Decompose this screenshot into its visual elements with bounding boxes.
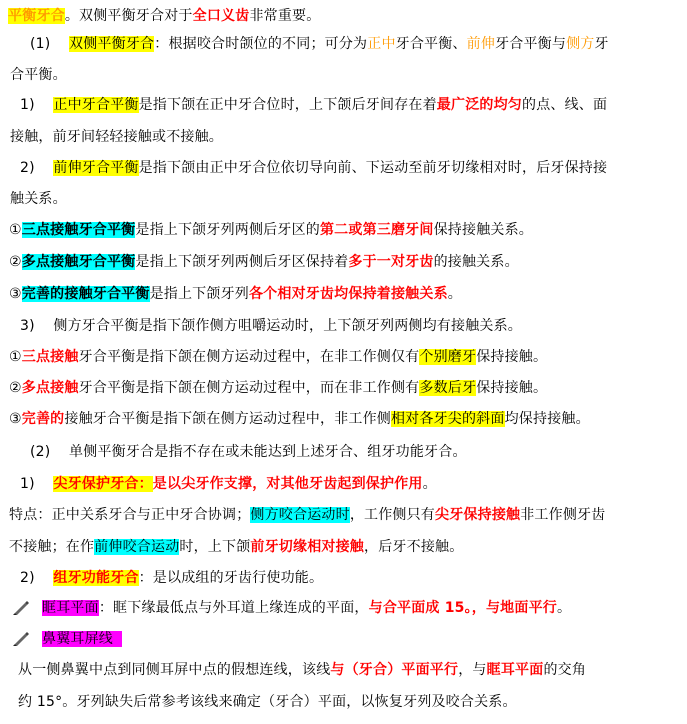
highlight-text: 眶耳平面 — [42, 600, 99, 616]
line-9 — [9, 283, 462, 305]
text: ，后牙不接触。 — [364, 539, 464, 555]
highlight-text: 组牙功能牙合 — [53, 570, 139, 586]
highlight-text: 平衡牙合 — [8, 8, 65, 24]
line-19 — [12, 597, 571, 619]
text: ，与 — [458, 662, 487, 678]
circled-number: ① — [9, 349, 22, 365]
text: 牙 — [594, 36, 609, 52]
emphasis-text: 各个相对牙齿均保持着接触关系 — [248, 286, 448, 302]
line-4 — [10, 126, 223, 148]
highlight-text: 正中牙合平衡 — [53, 97, 139, 113]
line-8 — [9, 251, 519, 273]
text: 接触，前牙间轻轻接触或不接触。 — [10, 129, 223, 145]
emphasis-text: 前牙切缘相对接触 — [250, 539, 365, 555]
item-number: 3) — [20, 318, 35, 334]
line-10 — [20, 315, 522, 337]
circled-number: ② — [9, 380, 22, 396]
text: 均保持接触。 — [504, 411, 590, 427]
line-15 — [20, 473, 437, 495]
emphasis-text: 多于一对牙齿 — [348, 254, 434, 270]
text: 牙合平衡是指下颌在侧方运动过程中，在非工作侧仅有 — [78, 349, 420, 365]
emphasis-text: 最广泛的均匀 — [436, 97, 522, 113]
line-5 — [20, 157, 607, 179]
line-2 — [10, 64, 67, 86]
text: 是指上下颌牙列两侧后牙区的 — [135, 222, 320, 238]
text: 的交角 — [543, 662, 587, 678]
emphasis-text: 眶耳平面 — [486, 662, 544, 678]
line-13 — [9, 408, 590, 430]
text: 是指上下颌牙列两侧后牙区保持着 — [135, 254, 349, 270]
line-0 — [8, 5, 320, 27]
highlight-text: 前伸咬合运动 — [94, 539, 180, 555]
emphasis-text: 是以尖牙作支撑，对其他牙齿起到保护作用 — [152, 476, 423, 492]
highlight-text: 鼻翼耳屏线 — [42, 631, 113, 647]
emphasis-text: 尖牙保持接触 — [435, 507, 521, 523]
highlight-text: 相对各牙尖的斜面 — [390, 411, 505, 427]
pen-icon — [12, 630, 30, 646]
text: 是指下颌由正中牙合位依切导向前、下运动至前牙切缘相对时，后牙保持接 — [138, 160, 608, 176]
text: 从一侧鼻翼中点到同侧耳屏中点的假想连线，该线 — [18, 662, 331, 678]
text: 的接触关系。 — [433, 254, 519, 270]
emphasis-text: 三点接触 — [21, 349, 79, 365]
highlight-text: 双侧平衡牙合 — [69, 36, 155, 52]
text: 。 — [422, 476, 437, 492]
item-number: (2) — [30, 444, 51, 460]
circled-number: ③ — [9, 411, 22, 427]
highlight-text: 三点接触牙合平衡 — [21, 222, 136, 238]
orange-text: 前伸 — [466, 36, 496, 52]
item-number: 1) — [20, 97, 35, 113]
text: 非常重要。 — [249, 8, 321, 24]
item-number: 1) — [20, 476, 35, 492]
text: 侧方牙合平衡是指下颌作侧方咀嚼运动时，上下颌牙列两侧均有接触关系。 — [53, 318, 522, 334]
line-11 — [9, 346, 547, 368]
text: ：根据咬合时颌位的不同；可分为 — [154, 36, 368, 52]
line-14 — [30, 441, 467, 463]
highlight-text: 前伸牙合平衡 — [53, 160, 139, 176]
highlight-pad — [113, 631, 122, 647]
text: 单侧平衡牙合是指不存在或未能达到上述牙合、组牙功能牙合。 — [69, 444, 467, 460]
text: 。 — [447, 286, 462, 302]
text: ：眶下缘最低点与外耳道上缘连成的平面， — [98, 600, 369, 616]
item-number: 2) — [20, 570, 35, 586]
text: 保持接触。 — [476, 380, 548, 396]
text: 保持接触。 — [476, 349, 548, 365]
text: 时，上下颌 — [179, 539, 251, 555]
highlight-text: 侧方咬合运动时 — [250, 507, 350, 523]
highlight-text: 多点接触牙合平衡 — [21, 254, 136, 270]
line-17 — [9, 536, 463, 558]
item-number: (1) — [30, 36, 51, 52]
orange-text: 侧方 — [566, 36, 595, 52]
text: 约 15°。牙列缺失后常参考该线来确定（牙合）平面，以恢复牙列及咬合关系。 — [18, 694, 517, 710]
text: 保持接触关系。 — [433, 222, 533, 238]
line-21 — [18, 659, 586, 681]
text: 是指下颌在正中牙合位时，上下颌后牙间存在着 — [138, 97, 437, 113]
emphasis-text: 与合平面成 15。，与地面平行 — [368, 600, 557, 616]
text: 特点：正中关系牙合与正中牙合协调； — [9, 507, 251, 523]
text: 牙合平衡是指下颌在侧方运动过程中，而在非工作侧有 — [78, 380, 420, 396]
line-20 — [12, 628, 122, 650]
highlight-text: 完善的接触牙合平衡 — [21, 286, 150, 302]
line-18 — [20, 567, 323, 589]
line-22 — [18, 691, 517, 713]
circled-number: ② — [9, 254, 22, 270]
text: 牙合平衡与 — [495, 36, 567, 52]
text: 。 — [556, 600, 572, 616]
text: 触关系。 — [10, 191, 67, 207]
line-3 — [20, 94, 607, 116]
circled-number: ③ — [9, 286, 22, 302]
highlight-text: 个别磨牙 — [419, 349, 477, 365]
text: 合平衡。 — [10, 67, 67, 83]
text: 的点、线、面 — [522, 97, 608, 113]
line-1 — [30, 33, 609, 55]
pen-icon — [12, 599, 30, 615]
orange-text: 正中 — [367, 36, 396, 52]
emphasis-text: 多点接触 — [21, 380, 79, 396]
text: 非工作侧牙齿 — [520, 507, 606, 523]
item-number: 2) — [20, 160, 35, 176]
line-12 — [9, 377, 547, 399]
line-7 — [9, 219, 533, 241]
text: 是指上下颌牙列 — [149, 286, 249, 302]
highlight-text: 多数后牙 — [419, 380, 477, 396]
emphasis-text: 第二或第三磨牙间 — [319, 222, 434, 238]
text: 不接触；在作 — [9, 539, 95, 555]
circled-number: ① — [9, 222, 22, 238]
line-6 — [10, 188, 67, 210]
highlight-text: 尖牙保护牙合： — [53, 476, 153, 492]
text: 牙合平衡、 — [395, 36, 467, 52]
emphasis-text: 完善的 — [21, 411, 65, 427]
emphasis-text: 全口义齿 — [192, 8, 250, 24]
emphasis-text: 与（牙合）平面平行 — [330, 662, 459, 678]
text: 接触牙合平衡是指下颌在侧方运动过程中，非工作侧 — [64, 411, 391, 427]
text: 。双侧平衡牙合对于 — [64, 8, 193, 24]
text: ：是以成组的牙齿行使功能。 — [138, 570, 324, 586]
text: ，工作侧只有 — [349, 507, 436, 523]
line-16 — [9, 504, 605, 526]
